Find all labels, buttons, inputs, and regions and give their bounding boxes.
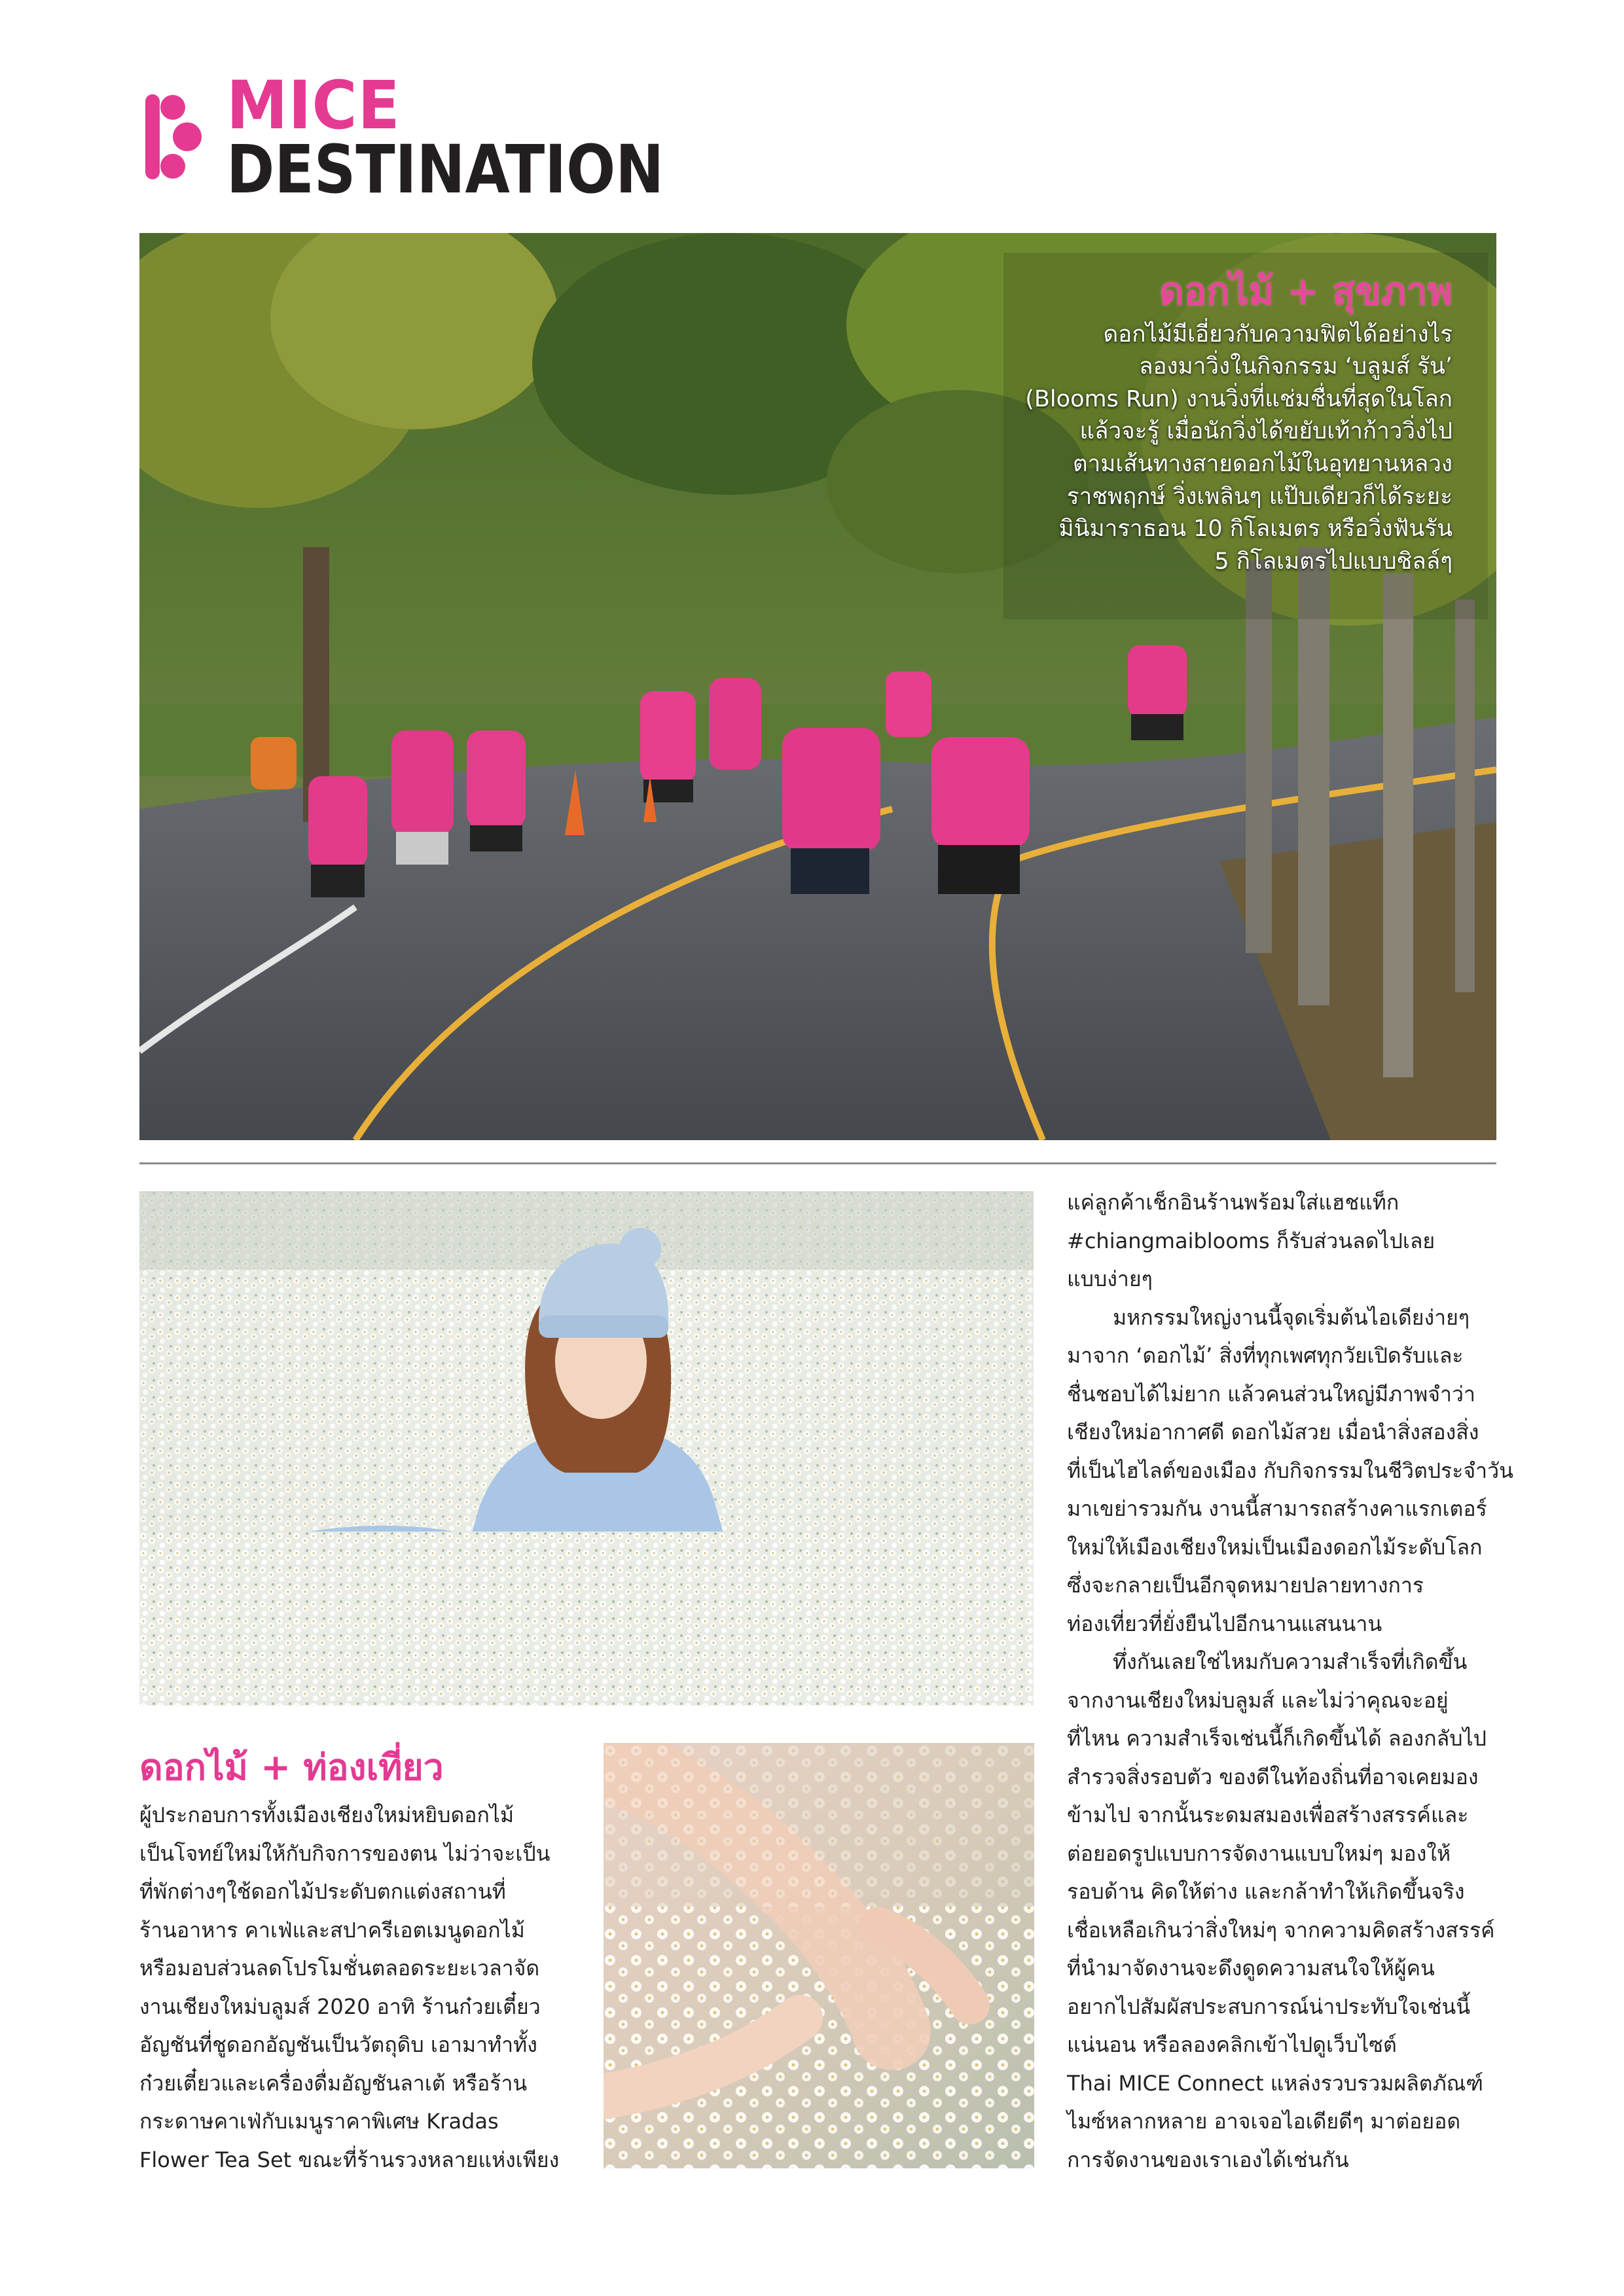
feature-health-line: ดอกไม้มีเอี่ยวกับความฟิตได้อย่างไร	[1103, 321, 1453, 348]
flower-field-photo	[139, 1191, 1034, 1706]
body-line: ที่นำมาจัดงานจะดึงดูดความสนใจให้ผู้คน	[1067, 1956, 1435, 1981]
body-line: รอบด้าน คิดให้ต่าง และกล้าทำให้เกิดขึ้นจริง	[1067, 1879, 1465, 1904]
body-line: หรือมอบส่วนลดโปรโมชั่นตลอดระยะเวลาจัด	[139, 1956, 540, 1981]
body-line: เชื่อเหลือเกินว่าสิ่งใหม่ๆ จากความคิดสร้างสรรค์	[1067, 1917, 1495, 1943]
body-line: ข้ามไป จากนั้นระดมสมองเพื่อสร้างสรรค์และ	[1067, 1803, 1469, 1827]
body-line: ผู้ประกอบการทั้งเมืองเชียงใหม่หยิบดอกไม้	[139, 1803, 514, 1827]
body-line: การจัดงานของเราเองได้เช่นกัน	[1067, 2147, 1349, 2172]
brand-title-bottom: DESTINATION	[226, 132, 664, 209]
feature-travel-title: ดอกไม้ + ท่องเที่ยว	[139, 1746, 444, 1788]
brand-title-top: MICE	[226, 67, 401, 145]
body-line: ที่ไหน ความสำเร็จเช่นนี้ก็เกิดขึ้นได้ ลองกลับไป	[1067, 1726, 1487, 1751]
body-line: #chiangmaiblooms ก็รับส่วนลดไปเลย	[1067, 1228, 1435, 1253]
hands-flowers-photo	[604, 1743, 1034, 2168]
feature-travel-body	[139, 1796, 571, 2179]
feature-health-line: 5 กิโลเมตรไปแบบชิลล์ๆ	[1214, 548, 1453, 575]
body-line: ทึ่งกันเลยใช่ไหมกับความสำเร็จที่เกิดขึ้น	[1113, 1649, 1468, 1674]
body-line: อัญชันที่ชูดอกอัญชันเป็นวัตถุดิบ เอามาทำทั้ง	[139, 2032, 537, 2057]
feature-health-title: ดอกไม้ + สุขภาพ	[1159, 269, 1453, 314]
article-body-right	[1067, 1183, 1513, 2179]
feature-health-line: (Blooms Run) งานวิ่งที่แช่มชื่นที่สุดในโลก	[1025, 386, 1453, 412]
body-line: ท่องเที่ยวที่ยั่งยืนไปอีกนานแสนนาน	[1067, 1611, 1382, 1636]
body-line: Thai MICE Connect แหล่งรวบรวมผลิตภัณฑ์	[1067, 2070, 1483, 2096]
body-line: Flower Tea Set ขณะที่ร้านรวงหลายแห่งเพียง	[139, 2147, 560, 2172]
body-line: มาจาก ‘ดอกไม้’ สิ่งที่ทุกเพศทุกวัยเปิดรับและ	[1067, 1343, 1464, 1368]
feature-health-line: แล้วจะรู้ เมื่อนักวิ่งได้ขยับเท้าก้าววิ่งไป	[1079, 418, 1453, 445]
body-line: กระดาษคาเฟ่กับเมนูราคาพิเศษ Kradas	[139, 2109, 499, 2134]
body-line: เป็นโจทย์ใหม่ให้กับกิจการของตน ไม่ว่าจะเป็น	[139, 1840, 550, 1866]
body-line: แค่ลูกค้าเช็กอินร้านพร้อมใส่แฮชแท็ก	[1067, 1190, 1399, 1215]
body-line: ที่พักต่างๆใช้ดอกไม้ประดับตกแต่งสถานที่	[139, 1879, 506, 1904]
divider-rule	[139, 1162, 1496, 1164]
body-line: งานเชียงใหม่บลูมส์ 2020 อาทิ ร้านก๋วยเตี๋ยว	[139, 1994, 541, 2019]
brand-logo-mark	[141, 92, 207, 182]
feature-health-line: ราชพฤกษ์ วิ่งเพลินๆ แป๊บเดียวก็ได้ระยะ	[1066, 483, 1453, 510]
body-line: แน่นอน หรือลองคลิกเข้าไปดูเว็บไซต์	[1067, 2032, 1397, 2057]
body-line: ชื่นชอบได้ไม่ยาก แล้วคนส่วนใหญ่มีภาพจำว่า	[1067, 1381, 1475, 1407]
body-line: ซึ่งจะกลายเป็นอีกจุดหมายปลายทางการ	[1067, 1573, 1424, 1598]
body-line: สำรวจสิ่งรอบตัว ของดีในท้องถิ่นที่อาจเคยมอง	[1067, 1764, 1479, 1789]
body-line: ใหม่ให้เมืองเชียงใหม่เป็นเมืองดอกไม้ระดับโลก	[1067, 1534, 1483, 1560]
feature-health-line: ลองมาวิ่งในกิจกรรม ‘บลูมส์ รัน’	[1139, 353, 1453, 380]
body-line: ไมซ์หลากหลาย อาจเจอไอเดียดีๆ มาต่อยอด	[1067, 2109, 1461, 2134]
body-line: มาเขย่ารวมกัน งานนี้สามารถสร้างคาแรกเตอร์	[1067, 1496, 1487, 1521]
body-line: ก๋วยเตี๋ยวและเครื่องดื่มอัญชันลาเต้ หรือร้าน	[139, 2070, 528, 2096]
body-line: แบบง่ายๆ	[1067, 1266, 1153, 1291]
body-line: จากงานเชียงใหม่บลูมส์ และไม่ว่าคุณจะอยู่	[1067, 1687, 1449, 1713]
feature-health-line: มินิมาราธอน 10 กิโลเมตร หรือวิ่งฟันรัน	[1058, 516, 1453, 543]
feature-health-line: ตามเส้นทางสายดอกไม้ในอุทยานหลวง	[1072, 451, 1453, 478]
body-line: ร้านอาหาร คาเฟ่และสปาครีเอตเมนูดอกไม้	[139, 1917, 525, 1943]
feature-health	[863, 270, 1453, 578]
body-line: เชียงใหม่อากาศดี ดอกไม้สวย เมื่อนำสิ่งสองสิ่ง	[1067, 1420, 1479, 1444]
body-line: อยากไปสัมผัสประสบการณ์น่าประทับใจเช่นนี้	[1067, 1994, 1471, 2019]
body-line: ต่อยอดรูปแบบการจัดงานแบบใหม่ๆ มองให้	[1067, 1840, 1451, 1866]
body-line: มหกรรมใหญ่งานนี้จุดเริ่มต้นไอเดียง่ายๆ	[1113, 1304, 1470, 1330]
body-line: ที่เป็นไฮไลต์ของเมือง กับกิจกรรมในชีวิตประจำวัน	[1067, 1458, 1513, 1483]
